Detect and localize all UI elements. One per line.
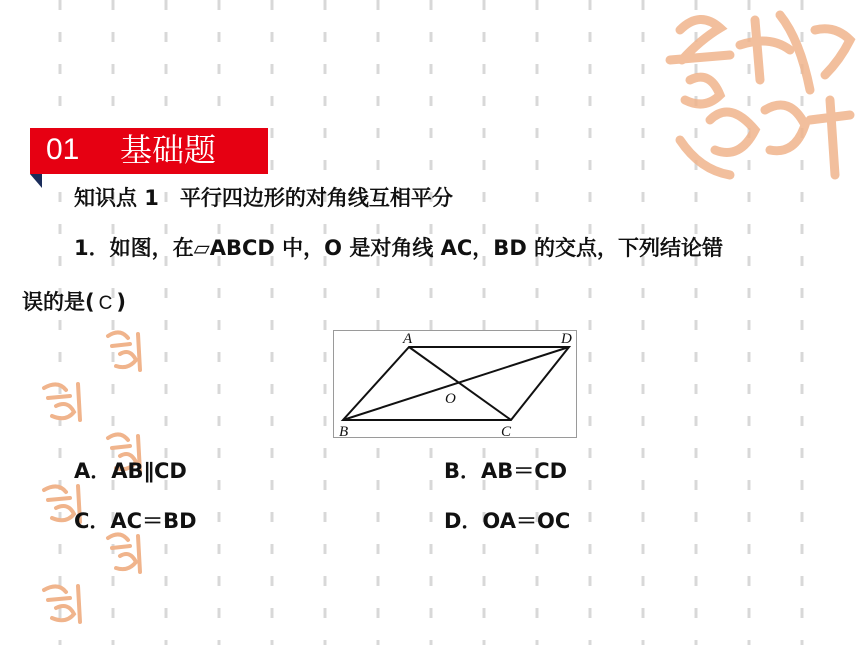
option-b: B．AB＝CD xyxy=(444,459,568,483)
section-number: 01 xyxy=(46,133,80,166)
decorative-seal-icon xyxy=(38,376,88,426)
question-text-line2 xyxy=(22,286,126,320)
option-d: D．OA＝OC xyxy=(444,509,571,533)
knowledge-point-title: 知识点 1 平行四边形的对角线互相平分 xyxy=(74,186,453,210)
question-suffix: ) xyxy=(116,290,126,314)
question-answer: C xyxy=(98,293,113,314)
option-a: A．AB∥CD xyxy=(74,459,187,483)
question-prefix: 误的是( xyxy=(22,290,95,314)
section-fold-corner xyxy=(30,174,42,188)
point-label-o: O xyxy=(445,391,456,407)
vertex-label-b: B xyxy=(339,424,349,438)
section-header xyxy=(30,128,268,174)
question-text-line1: 1．如图，在▱ABCD 中，O 是对角线 AC，BD 的交点，下列结论错 xyxy=(74,236,724,260)
parallelogram-figure xyxy=(333,330,577,438)
option-c: C．AC＝BD xyxy=(74,509,197,533)
vertex-label-d: D xyxy=(561,331,572,347)
vertex-label-a: A xyxy=(403,331,413,347)
decorative-seal-icon xyxy=(38,578,88,628)
vertex-label-c: C xyxy=(501,424,512,438)
decorative-seal-icon xyxy=(100,326,150,376)
section-title: 基础题 xyxy=(120,131,217,169)
decorative-seal-icon xyxy=(660,0,860,185)
